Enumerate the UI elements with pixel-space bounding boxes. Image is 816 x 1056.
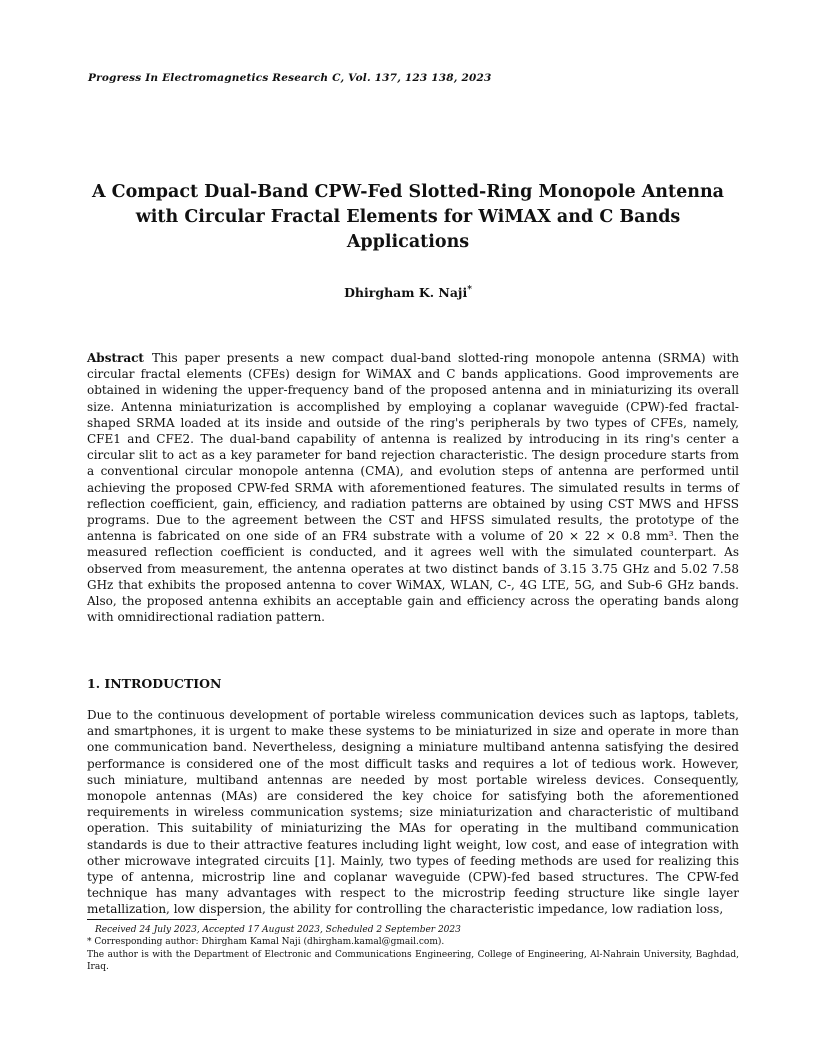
- introduction-paragraph: Due to the continuous development of portable wireless communication devices such as laptops, tablets, and smartphones, it is urgent to make these systems to be miniaturized in size and operate in more than one communication band. Nevertheless, designing a miniature multiband antenna satisfying the desired performance is considered one of the most difficult tasks and requires a lot of tedious work. However, such miniature, multiband antennas are needed by most portable wireless devices. Consequently, monopole antennas (MAs) are considered the key choice for satisfying both the aforementioned requirements in wireless communication systems; size miniaturization and characteristic of multiband operation. This suitability of miniaturizing the MAs for operating in the multiband communication standards is due to their attractive features including light weight, low cost, and ease of integration with other microwave integrated circuits [1]. Mainly, two types of feeding methods are used for realizing this type of antenna, microstrip line and coplanar waveguide (CPW)-fed based structures. The CPW-fed technique has many advantages with respect to the microstrip feeding structure like single layer metallization, low dispersion, the ability for controlling the characteristic impedance, low radiation loss,: [87, 708, 739, 917]
- footnote-divider: [87, 919, 217, 920]
- abstract: [87, 350, 739, 625]
- author-line: [0, 285, 816, 300]
- affiliation-note: The author is with the Department of Electronic and Communications Engineering, College of Engineering, Al-Nahrain University, Baghdad, Iraq.: [87, 949, 739, 973]
- title-line-2: with Circular Fractal Elements for WiMAX and C Bands: [135, 207, 681, 227]
- footnotes: [87, 924, 739, 974]
- author-name: Dhirgham K. Naji: [344, 285, 468, 301]
- abstract-text: This paper presents a new compact dual-band slotted-ring monopole antenna (SRMA) with circular fractal elements (CFEs) design for WiMAX and C bands applications. Good improvements are obtained in widening the upper-frequency band of the proposed antenna and in miniaturizing its overall size. Antenna miniaturization is accomplished by employing a coplanar waveguide (CPW)-fed fractal-shaped SRMA loaded at its inside and outside of the ring's peripherals by two types of CFEs, namely, CFE1 and CFE2. The dual-band capability of antenna is realized by introducing in its ring's center a circular slit to act as a key parameter for band rejection characteristic. The design procedure starts from a conventional circular monopole antenna (CMA), and evolution steps of antenna are performed until achieving the proposed CPW-fed SRMA with aforementioned features. The simulated results in terms of reflection coefficient, gain, efficiency, and radiation patterns are obtained by using CST MWS and HFSS programs. Due to the agreement between the CST and HFSS simulated results, the prototype of the antenna is fabricated on one side of an FR4 substrate with a volume of 20 × 22 × 0.8 mm³. Then the measured reflection coefficient is conducted, and it agrees well with the simulated counterpart. As observed from measurement, the antenna operates at two distinct bands of 3.15 3.75 GHz and 5.02 7.58 GHz that exhibits the proposed antenna to cover WiMAX, WLAN, C-, 4G LTE, 5G, and Sub-6 GHz bands. Also, the proposed antenna exhibits an acceptable gain and efficiency across the operating bands along with omnidirectional radiation pattern.: [87, 351, 739, 625]
- title-line-1: A Compact Dual-Band CPW-Fed Slotted-Ring Monopole Antenna: [91, 182, 725, 202]
- abstract-label: Abstract: [87, 351, 144, 365]
- author-footnote-mark: *: [467, 285, 472, 295]
- journal-header: Progress In Electromagnetics Research C, Vol. 137, 123 138, 2023: [88, 72, 492, 84]
- received-dates: Received 24 July 2023, Accepted 17 August 2023, Scheduled 2 September 2023: [95, 925, 461, 935]
- section-heading-introduction: 1. INTRODUCTION: [87, 676, 222, 691]
- paper-title: [70, 180, 746, 255]
- title-line-3: Applications: [346, 232, 470, 252]
- corresponding-author-note: * Corresponding author: Dhirgham Kamal Naji (dhirgham.kamal@gmail.com).: [87, 937, 445, 948]
